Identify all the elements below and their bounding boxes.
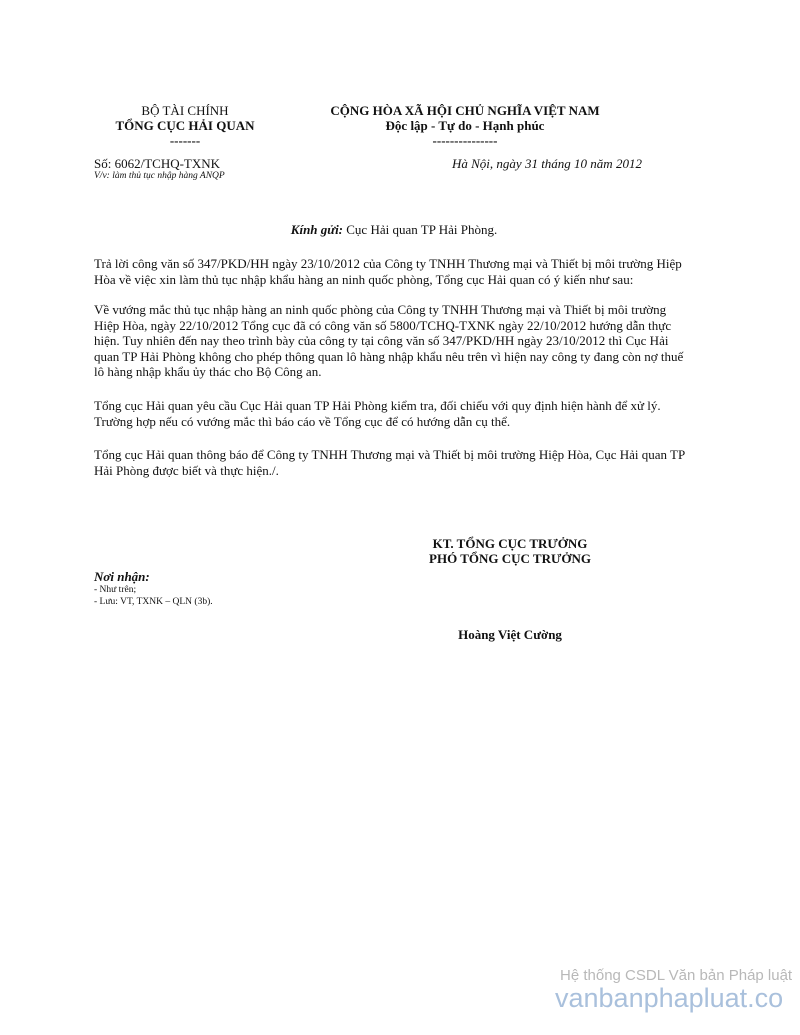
recipient-name: Cục Hải quan TP Hải Phòng. [343, 222, 498, 237]
national-heading [290, 103, 640, 148]
issuer-block [90, 103, 280, 148]
paragraph-1: Trả lời công văn số 347/PKD/HH ngày 23/10/2012 của Công ty TNHH Thương mại và Thiết bị môi trường Hiệp Hòa về việc xin làm thủ tục nhập khẩu hàng an ninh quốc phòng, Tổng cục Hải quan có ý kiến như sau: [94, 256, 682, 287]
recipient-line [94, 222, 694, 237]
place-date: Hà Nội, ngày 31 tháng 10 năm 2012 [452, 156, 642, 171]
paragraph-2: Về vướng mắc thủ tục nhập hàng an ninh quốc phòng của Công ty TNHH Thương mại và Thiết bị môi trường Hiệp Hòa, ngày 22/10/2012 Tổng cục đã có công văn số 5800/TCHQ-TXNK ngày 22/10/2012 hướng dẫn thực hiện. Tuy nhiên đến nay theo trình bày của công ty tại công văn số 347/PKD/HH ngày 23/10/2012 thì Cục Hải quan TP Hải Phòng không cho phép thông quan lô hàng nhập khẩu nêu trên vì hiện nay công ty đang còn nợ thuế lô hàng nhập khẩu ủy thác cho Bộ Công an. [94, 302, 684, 379]
nation-title: CỘNG HÒA XÃ HỘI CHỦ NGHĨA VIỆT NAM [330, 103, 600, 118]
agency-rule: ------- [169, 133, 201, 148]
recipients-block [94, 569, 213, 608]
signature-line-1: KT. TỔNG CỤC TRƯỞNG [432, 536, 588, 551]
signer-name: Hoàng Việt Cường [458, 627, 562, 642]
signature-line-2: PHÓ TỔNG CỤC TRƯỞNG [429, 551, 591, 566]
motto-rule: --------------- [432, 133, 498, 148]
paragraph-3: Tổng cục Hải quan yêu cầu Cục Hải quan TP Hải Phòng kiểm tra, đối chiếu với quy định hiện hành để xử lý. Trường hợp nếu có vướng mắc thì báo cáo về Tổng cục để có hướng dẫn cụ thể. [94, 398, 661, 429]
recipient-item: - Như trên; [94, 585, 137, 595]
agency-name: TỔNG CỤC HẢI QUAN [115, 118, 255, 133]
ministry-name: BỘ TÀI CHÍNH [141, 103, 229, 118]
document-number: Số: 6062/TCHQ-TXNK [94, 156, 221, 171]
recipient-item: - Lưu: VT, TXNK – QLN (3b). [94, 597, 213, 607]
motto: Độc lập - Tự do - Hạnh phúc [385, 118, 545, 133]
watermark-system-name: Hệ thống CSDL Văn bản Pháp luật [560, 967, 793, 984]
watermark-site: vanbanphapluat.co [555, 983, 784, 1013]
document-subject: V/v: làm thủ tục nhập hàng ANQP [94, 171, 225, 181]
paragraph-4: Tổng cục Hải quan thông báo để Công ty TNHH Thương mại và Thiết bị môi trường Hiệp Hòa, Cục Hải quan TP Hải Phòng được biết và thực hiện./. [94, 447, 685, 478]
recipient-label: Kính gửi: [290, 222, 344, 237]
recipients-title: Nơi nhận: [94, 569, 150, 584]
signature-title [400, 536, 620, 566]
